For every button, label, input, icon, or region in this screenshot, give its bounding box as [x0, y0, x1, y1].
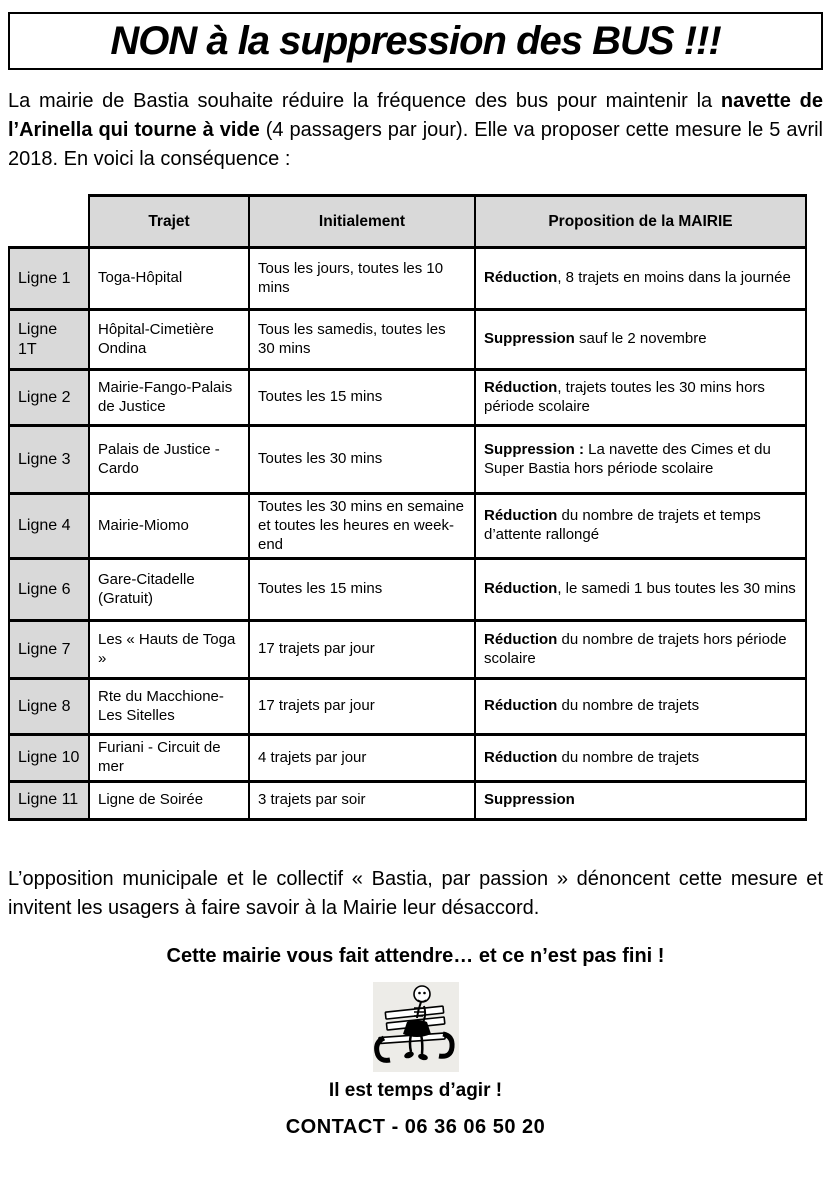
- table-row: [9, 781, 806, 819]
- line-cell: Ligne 6: [9, 559, 89, 621]
- route-cell: Palais de Justice - Cardo: [89, 426, 249, 494]
- route-cell: Rte du Macchione-Les Sitelles: [89, 679, 249, 735]
- table-row: [9, 426, 806, 494]
- route-cell: Ligne de Soirée: [89, 781, 249, 819]
- proposal-cell: Suppression: [475, 781, 806, 819]
- table-row: [9, 679, 806, 735]
- table-corner-blank: [9, 196, 89, 248]
- action-line: Il est temps d’agir !: [328, 1079, 503, 1101]
- header-initialement: Initialement: [249, 196, 475, 248]
- table-row: [9, 370, 806, 426]
- initial-cell: 4 trajets par jour: [249, 735, 475, 782]
- initial-cell: Toutes les 15 mins: [249, 559, 475, 621]
- route-cell: Toga-Hôpital: [89, 248, 249, 310]
- route-cell: Les « Hauts de Toga »: [89, 621, 249, 679]
- page-title: NON à la suppression des BUS !!!: [110, 18, 721, 63]
- initial-cell: Tous les samedis, toutes les 30 mins: [249, 310, 475, 370]
- figure-container: [8, 982, 823, 1072]
- table-row: [9, 559, 806, 621]
- proposal-cell: Réduction du nombre de trajets: [475, 735, 806, 782]
- route-cell: Hôpital-Cimetière Ondina: [89, 310, 249, 370]
- line-cell: Ligne 11: [9, 781, 89, 819]
- closing-paragraph: L’opposition municipale et le collectif « Bastia, par passion » dénoncent cette mesure et invitent les usagers à faire savoir à la Mairie leur désaccord.: [8, 867, 823, 919]
- initial-cell: 17 trajets par jour: [249, 679, 475, 735]
- skeleton-bench-image: [373, 982, 459, 1072]
- table-row: [9, 310, 806, 370]
- initial-cell: 17 trajets par jour: [249, 621, 475, 679]
- initial-cell: Toutes les 30 mins en semaine et toutes les heures en week-end: [249, 494, 475, 559]
- proposal-cell: Réduction, 8 trajets en moins dans la journée: [475, 248, 806, 310]
- route-cell: Gare-Citadelle (Gratuit): [89, 559, 249, 621]
- proposal-cell: Réduction, trajets toutes les 30 mins hors période scolaire: [475, 370, 806, 426]
- line-cell: Ligne 3: [9, 426, 89, 494]
- flyer-page: [8, 12, 823, 1139]
- initial-cell: Toutes les 30 mins: [249, 426, 475, 494]
- initial-cell: Toutes les 15 mins: [249, 370, 475, 426]
- line-cell: Ligne 8: [9, 679, 89, 735]
- header-proposition: Proposition de la MAIRIE: [475, 196, 806, 248]
- route-cell: Furiani - Circuit de mer: [89, 735, 249, 782]
- contact-line: CONTACT - 06 36 06 50 20: [285, 1115, 546, 1138]
- line-cell: Ligne 7: [9, 621, 89, 679]
- table-row: [9, 494, 806, 559]
- initial-cell: 3 trajets par soir: [249, 781, 475, 819]
- table-body: [9, 248, 806, 820]
- line-cell: Ligne 4: [9, 494, 89, 559]
- intro-paragraph: La mairie de Bastia souhaite réduire la fréquence des bus pour maintenir la navette de l’Arinella qui tourne à vide (4 passagers par jour). Elle va proposer cette mesure le 5 avril 2018. En voici la conséquence :: [8, 90, 823, 170]
- proposal-cell: Réduction du nombre de trajets hors période scolaire: [475, 621, 806, 679]
- line-cell: Ligne 10: [9, 735, 89, 782]
- proposal-cell: Réduction du nombre de trajets et temps d’attente rallongé: [475, 494, 806, 559]
- table-row: [9, 735, 806, 782]
- bus-schedule-table: [8, 194, 807, 821]
- header-trajet: Trajet: [89, 196, 249, 248]
- route-cell: Mairie-Fango-Palais de Justice: [89, 370, 249, 426]
- title-box: [8, 12, 823, 70]
- proposal-cell: Suppression sauf le 2 novembre: [475, 310, 806, 370]
- table-row: [9, 248, 806, 310]
- line-cell: Ligne 1: [9, 248, 89, 310]
- line-cell: Ligne 2: [9, 370, 89, 426]
- route-cell: Mairie-Miomo: [89, 494, 249, 559]
- proposal-cell: Suppression : La navette des Cimes et du Super Bastia hors période scolaire: [475, 426, 806, 494]
- table-header-row: [9, 196, 806, 248]
- proposal-cell: Réduction, le samedi 1 bus toutes les 30 mins: [475, 559, 806, 621]
- line-cell: Ligne 1T: [9, 310, 89, 370]
- proposal-cell: Réduction du nombre de trajets: [475, 679, 806, 735]
- table-row: [9, 621, 806, 679]
- warning-line: Cette mairie vous fait attendre… et ce n’est pas fini !: [166, 944, 665, 967]
- initial-cell: Tous les jours, toutes les 10 mins: [249, 248, 475, 310]
